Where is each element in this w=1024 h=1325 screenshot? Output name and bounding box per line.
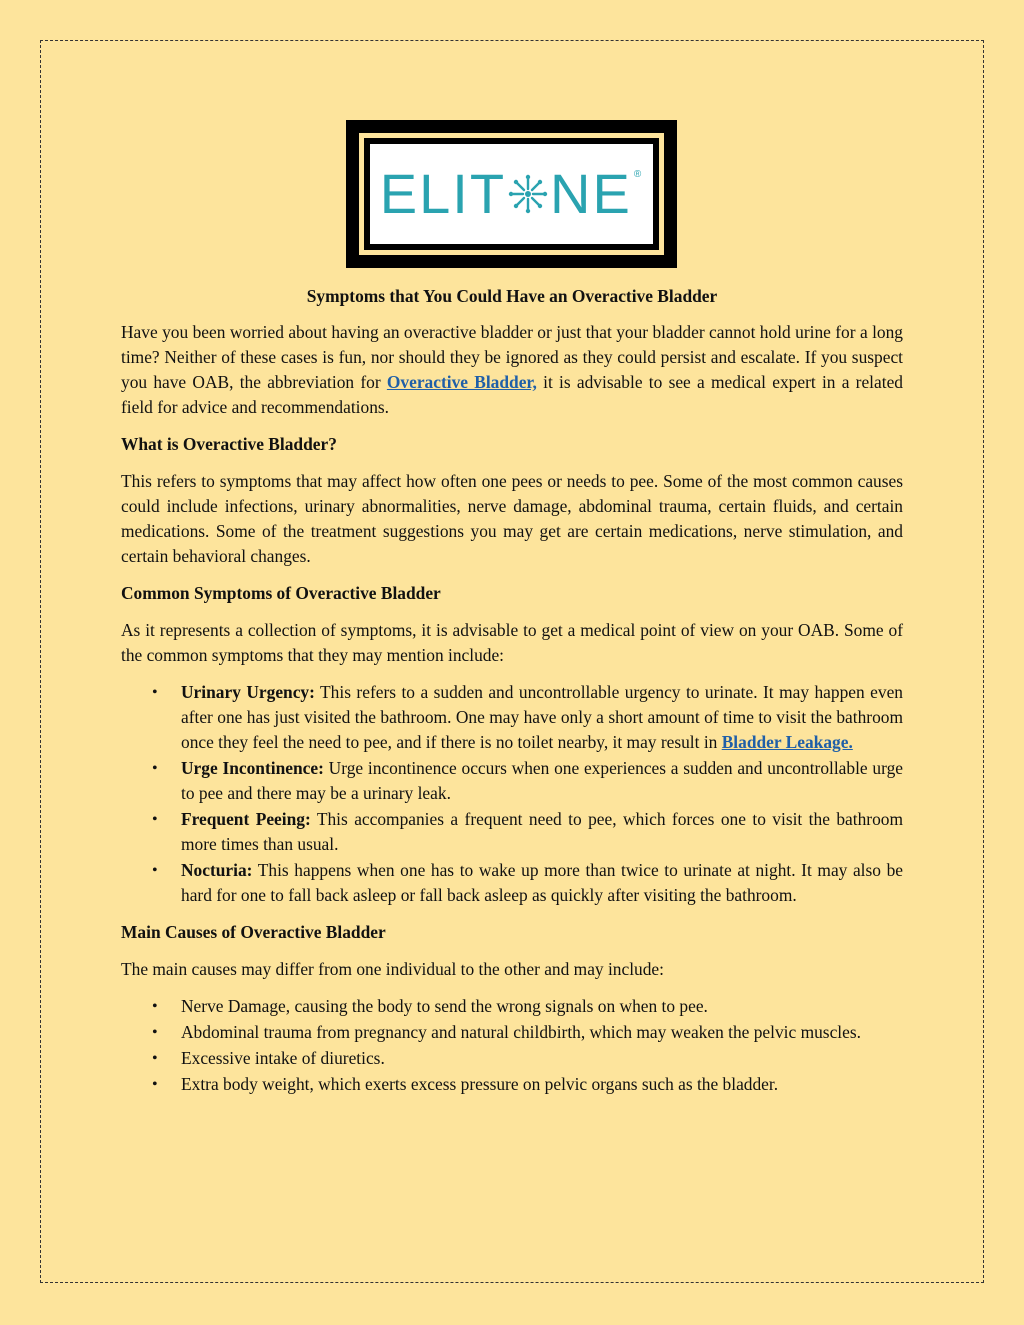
bullet-icon: • (152, 760, 158, 777)
list-item (152, 1072, 903, 1097)
symptoms-list (121, 680, 903, 908)
registered-mark: ® (633, 169, 644, 180)
section-body-symptoms: As it represents a collection of symptoms, it is advisable to get a medical point of view on your OAB. Some of the common symptoms that they may mention include: (121, 620, 903, 665)
list-item-term: Urinary Urgency: (181, 682, 315, 702)
bullet-icon: • (152, 1024, 158, 1041)
page-title: Symptoms that You Could Have an Overactive Bladder (306, 286, 718, 306)
section-heading-what-is: What is Overactive Bladder? (121, 434, 337, 454)
bullet-icon: • (152, 811, 158, 828)
list-item (152, 1046, 903, 1071)
logo-wordmark (379, 162, 644, 225)
bullet-icon: • (152, 998, 158, 1015)
list-item (152, 756, 903, 806)
overactive-bladder-link[interactable]: Overactive Bladder, (386, 372, 537, 392)
intro-paragraph (121, 320, 903, 420)
intro-text-before: Have you been worried about having an overactive bladder or just that your bladder cannot hold urine for a long time? Neither of these cases is fun, nor should they be ignored as they could persist and escalate. If you suspect you have OAB, the abbreviation for (121, 322, 903, 392)
article (121, 284, 903, 1109)
list-item-text: This happens when one has to wake up more than twice to urinate at night. It may also be hard for one to fall back asleep or fall back asleep as quickly after visiting the bathroom. (181, 860, 903, 905)
logo-word-left: ELIT (379, 162, 507, 225)
intro-text-after: it is advisable to see a medical expert in a related field for advice and recommendations. (121, 372, 903, 417)
section-body-causes: The main causes may differ from one individual to the other and may include: (121, 959, 664, 979)
section-body-what-is: This refers to symptoms that may affect how often one pees or needs to pee. Some of the most common causes could include infections, urinary abnormalities, nerve damage, abdominal trauma, certain fluids, and certain medications. Some of the treatment suggestions you may get are certain medications, nerve stimulation, and certain behavioral changes. (121, 471, 903, 566)
bullet-icon: • (152, 862, 158, 879)
list-item-text: Abdominal trauma from pregnancy and natural childbirth, which may weaken the pelvic muscles. (181, 1022, 861, 1042)
list-item-text: This refers to a sudden and uncontrollable urgency to urinate. It may happen even after one has just visited the bathroom. One may have only a short amount of time to visit the bathroom once they feel the need to pee, and if there is no toilet nearby, it may result in (181, 682, 903, 752)
list-item-term: Nocturia: (181, 860, 253, 880)
list-item-text: Urge incontinence occurs when one experiences a sudden and uncontrollable urge to pee and there may be a urinary leak. (181, 758, 903, 803)
list-item (152, 994, 903, 1019)
list-item-term: Frequent Peeing: (181, 809, 311, 829)
list-item-text: Excessive intake of diuretics. (181, 1048, 385, 1068)
bullet-icon: • (152, 1076, 158, 1093)
list-item (152, 680, 903, 755)
causes-list (121, 994, 903, 1097)
list-item (152, 1020, 903, 1045)
bullet-icon: • (152, 684, 158, 701)
flower-icon (508, 174, 548, 214)
section-heading-symptoms: Common Symptoms of Overactive Bladder (121, 583, 441, 603)
bullet-icon: • (152, 1050, 158, 1067)
list-item-text: Extra body weight, which exerts excess pressure on pelvic organs such as the bladder. (181, 1074, 779, 1094)
logo (346, 120, 677, 268)
list-item-text: This accompanies a frequent need to pee, which forces one to visit the bathroom more times than usual. (181, 809, 903, 854)
bladder-leakage-link[interactable]: Bladder Leakage. (721, 732, 853, 752)
logo-panel (370, 144, 653, 244)
list-item-term: Urge Incontinence: (181, 758, 324, 778)
logo-gold-band (359, 133, 664, 255)
logo-word-right: NE (550, 162, 632, 225)
list-item-text: Nerve Damage, causing the body to send the wrong signals on when to pee. (181, 996, 708, 1016)
section-heading-causes: Main Causes of Overactive Bladder (121, 922, 386, 942)
list-item (152, 858, 903, 908)
logo-inner-frame (364, 138, 659, 250)
list-item (152, 807, 903, 857)
